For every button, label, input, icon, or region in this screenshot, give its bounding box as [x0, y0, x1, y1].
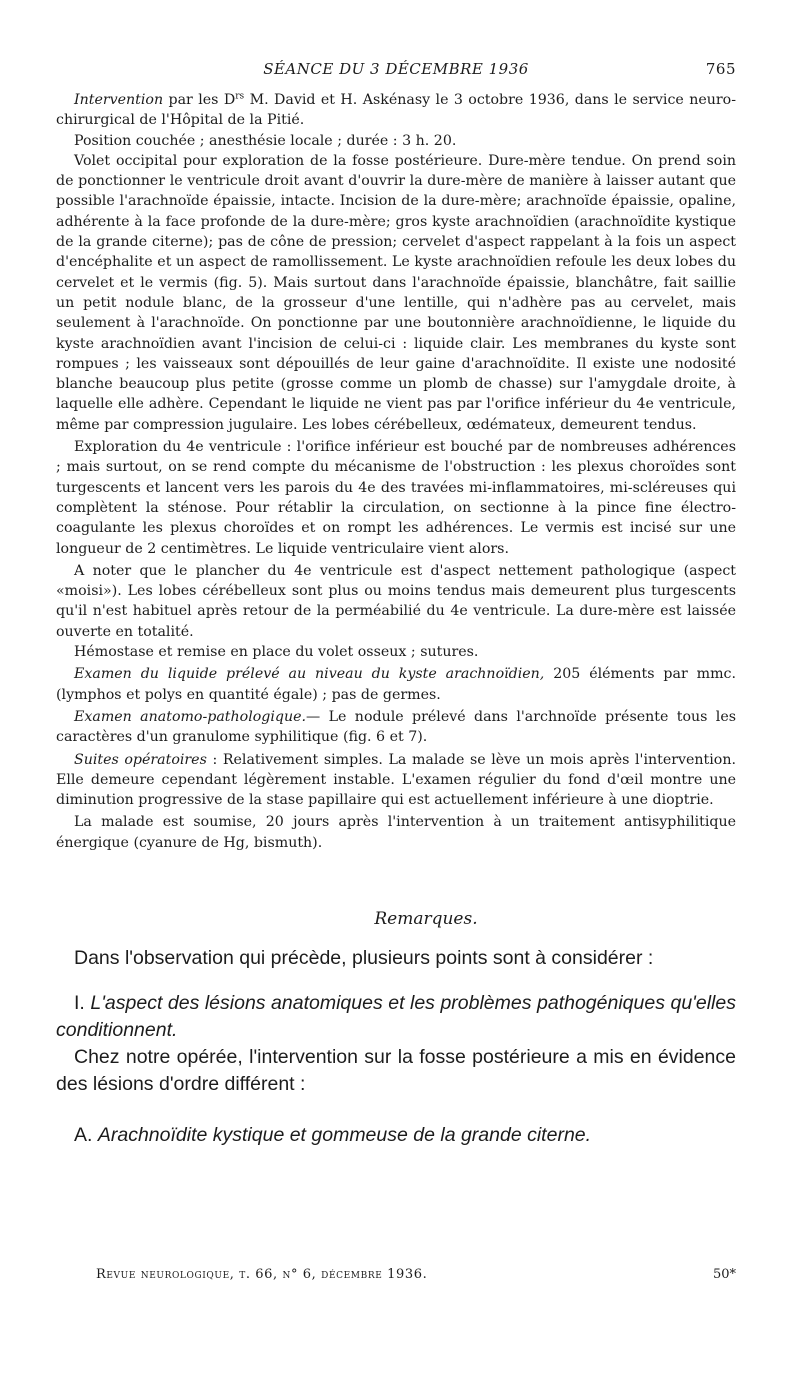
paragraph-examen-anatomo [56, 707, 736, 748]
signature-mark: 50* [712, 1267, 736, 1282]
paragraph-intervention [56, 90, 736, 131]
remarks-heading: Remarques. [374, 908, 478, 929]
running-title: SÉANCE DU 3 DÉCEMBRE 1936 [263, 60, 529, 78]
page [56, 60, 736, 1149]
page-footer [96, 1267, 736, 1282]
section-number: I. [74, 991, 91, 1014]
remarks-paragraph: Chez notre opérée, l'intervention sur la fosse postérieure a mis en évidence des lésions d'ordre différent : [56, 1045, 736, 1095]
examen-liquide-label: Examen du liquide prélevé au niveau du kyste arachnoïdien, [74, 666, 545, 683]
section-heading [56, 990, 736, 1044]
paragraph-examen-liquide [56, 664, 736, 705]
examen-anatomo-label: Examen anatomo-pathologique. [74, 708, 307, 725]
subsection-heading [56, 1122, 736, 1149]
section-title: L'aspect des lésions anatomiques et les problèmes pathogéniques qu'elles conditionnent. [56, 991, 736, 1041]
paragraph-traitement: La malade est soumise, 20 jours après l'intervention à un traitement antisyphilitique énergique (cyanure de Hg, bismuth). [56, 814, 736, 851]
page-number: 765 [705, 60, 736, 78]
paragraph-volet: Volet occipital pour exploration de la fosse postérieure. Dure-mère tendue. On prend soin de ponctionner le ventricule droit avant d'ouvrir la dure-mère de manière à laisser autant que possible l'arachnoïde épaissie, intacte. Incision de la dure-mère; arachnoïde épaissie, opaline, adhérente à la face profonde de la dure-mère; gros kyste arachnoïdien (arachnoïdite kystique de la grande citerne); pas de cône de pression; cervelet d'aspect rappelant à la fois un aspect d'encéphalite et un aspect de ramollissement. Le kyste arachnoïdien refoule les deux lobes du cervelet et le vermis (fig. 5). Mais surtout dans l'arachnoïde épaissie, blanchâtre, fait saillie un petit nodule blanc, de la grosseur d'une lentille, qui n'adhère pas au cervelet, mais seulement à l'arachnoïde. On ponctionne par une boutonnière arachnoïdienne, le liquide du kyste arachnoïdien avant l'incision de celui-ci : liquide clair. Les membranes du kyste sont rompues ; les vaisseaux sont dépouillés de leur gaine d'arachnoïdite. Il existe une nodosité blanche beaucoup plus petite (grosse comme un plomb de chasse) sur l'amygdale droite, à laquelle elle adhère. Cependant le liquide ne vient pas par l'orifice inférieur du 4e ventricule, même par compression jugulaire. Les lobes cérébelleux, œdémateux, demeurent tendus. [56, 152, 736, 433]
paragraph-position: Position couchée ; anesthésie locale ; durée : 3 h. 20. [74, 132, 457, 149]
paragraph-exploration: Exploration du 4e ventricule : l'orifice inférieur est bouché par de nombreuses adhérences ; mais surtout, on se rend compte du mécanisme de l'obstruction : les plexus choroïdes sont turgescents et lancent vers les parois du 4e des travées mi-inflammatoires, mi-scléreuses qui complètent la sténose. Pour rétablir la circulation, on sectionne à la pince fine électro-coagulante les plexus choroïdes et on rompt les adhérences. Le vermis est incisé sur une longueur de 2 centimètres. Le liquide ventriculaire vient alors. [56, 439, 736, 557]
paragraph-suites [56, 750, 736, 811]
paragraph-hemostase: Hémostase et remise en place du volet osseux ; sutures. [74, 644, 479, 661]
observation-text [56, 90, 736, 853]
examen-anatomo-text: — Le nodule prélevé dans l'archnoïde présente tous les caractères d'un granulome syphilitique (fig. 6 et 7). [56, 708, 736, 746]
subsection-title: Arachnoïdite kystique et gommeuse de la grande citerne. [97, 1123, 592, 1146]
intervention-text-b: M. David et H. Askénasy le 3 octobre 1936, dans le service neuro-chirurgical de l'Hôpital de la Pitié. [56, 92, 737, 129]
paragraph-plancher: A noter que le plancher du 4e ventricule est d'aspect nettement pathologique (aspect «moisi»). Les lobes cérébelleux sont plus ou moins tendus mais demeurent plus turgescents qu'il n'est habituel après retour de la perméabilié du 4e ventricule. La dure-mère est laissée ouverte en totalité. [56, 562, 736, 640]
remarks-text [56, 945, 736, 1149]
suites-text: : Relativement simples. La malade se lève un mois après l'intervention. Elle demeure cependant légèrement instable. L'examen régulier du fond d'œil montre une diminution progressive de la stase papillaire qui est actuellement inférieure à une dioptrie. [56, 751, 736, 809]
examen-liquide-text: 205 éléments par mmc. (lymphos et polys en quantité égale) ; pas de germes. [56, 666, 736, 703]
suites-label: Suites opératoires [74, 751, 207, 768]
running-header [56, 60, 736, 86]
intervention-text-a: par les D [163, 92, 236, 108]
remarks-intro: Dans l'observation qui précède, plusieurs points sont à considérer : [74, 946, 654, 969]
intervention-label: Intervention [74, 92, 164, 108]
journal-citation: Revue neurologique, t. 66, n° 6, décembre 1936. [96, 1267, 428, 1282]
subsection-letter: A. [74, 1123, 98, 1146]
doctors-superscript: rs [235, 91, 245, 102]
